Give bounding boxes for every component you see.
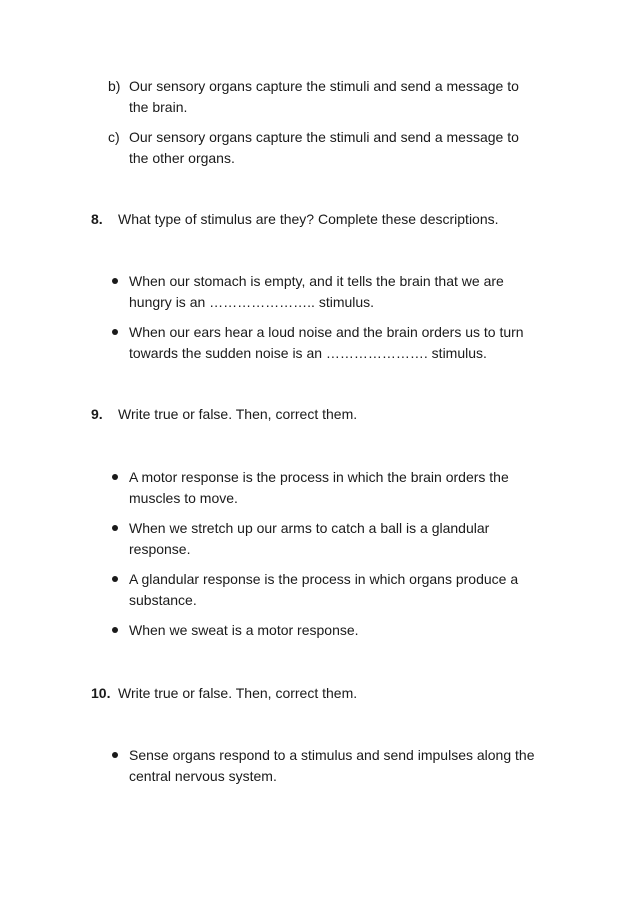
question-9-text: Write true or false. Then, correct them. (118, 406, 358, 422)
question-10-text: Write true or false. Then, correct them. (118, 685, 358, 701)
q8-bullet-2-line-2: towards the sudden noise is an …………………. stimulus. (129, 345, 487, 361)
item-marker-b: b) (108, 78, 121, 94)
question-8-number: 8. (91, 211, 103, 227)
item-c-line-2: the other organs. (129, 150, 235, 166)
item-b-line-2: the brain. (129, 99, 188, 115)
q9-bullet-3-line-1: A glandular response is the process in which organs produce a (129, 571, 519, 587)
bullet-icon (112, 627, 118, 633)
question-9-number: 9. (91, 406, 103, 422)
q10-bullet-1-line-2: central nervous system. (129, 768, 277, 784)
question-10-number: 10. (91, 685, 111, 701)
bullet-icon (112, 474, 118, 480)
q8-bullet-1-line-1: When our stomach is empty, and it tells the brain that we are (129, 273, 504, 289)
bullet-icon (112, 576, 118, 582)
q8-bullet-1-line-2: hungry is an ………………….. stimulus. (129, 294, 375, 310)
q9-bullet-1-line-1: A motor response is the process in which the brain orders the (129, 469, 509, 485)
bullet-icon (112, 278, 118, 284)
item-b-line-1: Our sensory organs capture the stimuli and send a message to (129, 78, 519, 94)
item-c-line-1: Our sensory organs capture the stimuli and send a message to (129, 129, 519, 145)
q9-bullet-1-line-2: muscles to move. (129, 490, 238, 506)
question-8-text: What type of stimulus are they? Complete these descriptions. (118, 211, 499, 227)
q9-bullet-2-line-2: response. (129, 541, 191, 557)
bullet-icon (112, 752, 118, 758)
item-marker-c: c) (108, 129, 120, 145)
q8-bullet-2-line-1: When our ears hear a loud noise and the brain orders us to turn (129, 324, 524, 340)
bullet-icon (112, 329, 118, 335)
q9-bullet-3-line-2: substance. (129, 592, 197, 608)
bullet-icon (112, 525, 118, 531)
q9-bullet-2-line-1: When we stretch up our arms to catch a ball is a glandular (129, 520, 490, 536)
q10-bullet-1-line-1: Sense organs respond to a stimulus and send impulses along the (129, 747, 535, 763)
q9-bullet-4-line-1: When we sweat is a motor response. (129, 622, 359, 638)
